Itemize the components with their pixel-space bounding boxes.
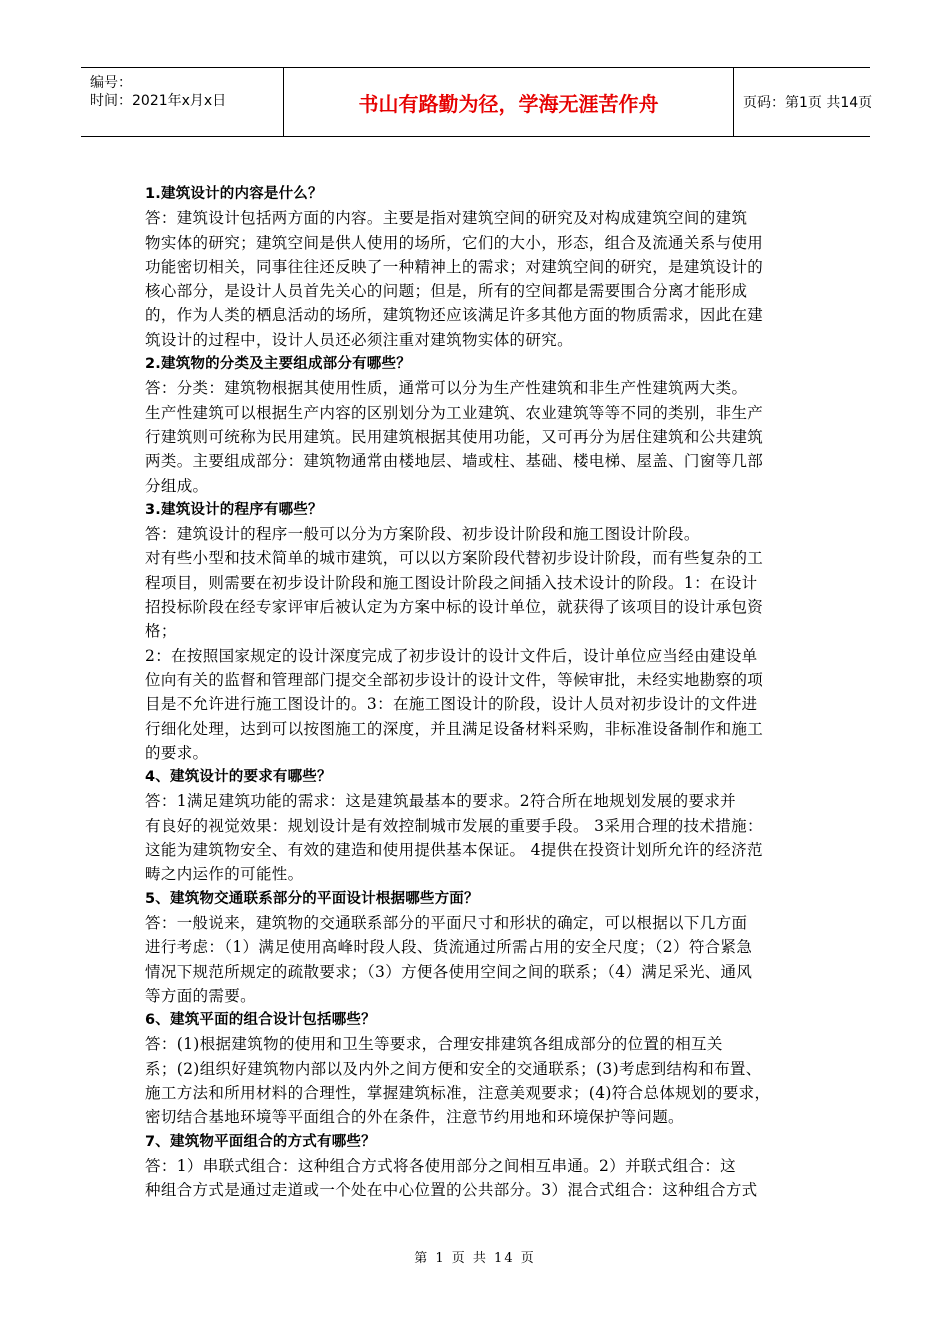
answer-text-line: 位向有关的监督和管理部门提交全部初步设计的设计文件，等候审批，未经实地勘察的项 (145, 670, 764, 689)
header-page-cell (734, 68, 873, 136)
answer-text-line: 筑设计的过程中，设计人员还必须注重对建筑物实体的研究。 (145, 330, 573, 349)
answer-text-line: 种组合方式是通过走道或一个处在中心位置的公共部分。3）混合式组合：这种组合方式 (145, 1181, 758, 1200)
answer-text-line: 答：一般说来，建筑物的交通联系部分的平面尺寸和形状的确定，可以根据以下几方面 (145, 913, 748, 932)
answer-text-line: 对有些小型和技术简单的城市建筑，可以以方案阶段代替初步设计阶段，而有些复杂的工 (145, 549, 764, 568)
answer-text-line: 答：建筑设计的程序一般可以分为方案阶段、初步设计阶段和施工图设计阶段。 (145, 525, 700, 544)
answer-text-line: 密切结合基地环境等平面组合的外在条件，注意节约用地和环境保护等问题。 (145, 1108, 684, 1127)
answer-text-line: 生产性建筑可以根据生产内容的区别划分为工业建筑、农业建筑等等不同的类别，非生产 (145, 403, 764, 422)
answer-text-line: 有良好的视觉效果：规划设计是有效控制城市发展的重要手段。 3采用合理的技术措施： (145, 816, 763, 835)
question-heading: 1.建筑设计的内容是什么？ (145, 186, 323, 202)
answer-text-line: 2：在按照国家规定的设计深度完成了初步设计的设计文件后，设计单位应当经由建设单 (145, 646, 758, 665)
answer-text-line: 答：建筑设计包括两方面的内容。主要是指对建筑空间的研究及对构成建筑空间的建筑 (145, 209, 748, 228)
question-heading: 7、建筑物平面组合的方式有哪些？ (145, 1133, 376, 1150)
answer-text-line: 施工方法和所用材料的合理性，掌握建筑标准，注意美观要求；(4)符合总体规划的要求， (145, 1083, 771, 1102)
answer-text-line: 核心部分，是设计人员首先关心的问题；但是，所有的空间都是需要围合分离才能形成 (145, 282, 748, 301)
question-heading: 5、建筑物交通联系部分的平面设计根据哪些方面？ (145, 890, 479, 907)
document-header (81, 67, 873, 137)
answer-text-line: 进行考虑：（1）满足使用高峰时段人段、货流通过所需占用的安全尺度；（2）符合紧急 (145, 938, 753, 957)
answer-text-line: 行细化处理，达到可以按图施工的深度，并且满足设备材料采购，非标准设备制作和施工 (145, 719, 764, 738)
answer-text-line: 答：(1)根据建筑物的使用和卫生等要求，合理安排建筑各组成部分的位置的相互关 (145, 1035, 723, 1054)
question-heading: 2.建筑物的分类及主要组成部分有哪些？ (145, 356, 411, 373)
answer-text-line: 的，作为人类的栖息活动的场所，建筑物还应该满足许多其他方面的物质需求，因此在建 (145, 306, 764, 325)
answer-text-line: 目是不允许进行施工图设计的。3：在施工图设计的阶段，设计人员对初步设计的文件进 (145, 695, 758, 714)
answer-text-line: 系；(2)组织好建筑物内部以及内外之间方便和安全的交通联系；(3)考虑到结构和布置、 (145, 1059, 762, 1078)
header-page-info: 页码：第1页 共14页 (743, 95, 873, 111)
header-info-cell (81, 68, 283, 136)
answer-text-line: 两类。主要组成部分：建筑物通常由楼地层、墙或柱、基础、楼电梯、屋盖、门窗等几部 (145, 452, 764, 471)
answer-text-line: 答：1满足建筑功能的需求：这是建筑最基本的要求。2符合所在地规划发展的要求并 (145, 792, 737, 811)
answer-text-line: 程项目，则需要在初步设计阶段和施工图设计阶段之间插入技术设计的阶段。1：在设计 (145, 573, 758, 592)
answer-text-line: 行建筑则可统称为民用建筑。民用建筑根据其使用功能，又可再分为居住建筑和公共建筑 (145, 427, 764, 446)
answer-text-line: 格； (145, 622, 177, 641)
answer-text-line: 情况下规范所规定的疏散要求；（3）方便各使用空间之间的联系；（4）满足采光、通风 (145, 962, 753, 981)
answer-text-line: 畴之内运作的可能性。 (145, 865, 304, 884)
answer-text-line: 答：分类：建筑物根据其使用性质，通常可以分为生产性建筑和非生产性建筑两大类。 (145, 379, 748, 398)
header-motto-cell (283, 68, 734, 136)
question-heading: 6、建筑平面的组合设计包括哪些？ (145, 1012, 376, 1029)
question-heading: 3.建筑设计的程序有哪些？ (145, 501, 323, 518)
answer-text-line: 这能为建筑物安全、有效的建造和使用提供基本保证。 4提供在投资计划所允许的经济范 (145, 841, 763, 860)
answer-text-line: 功能密切相关，同事往往还反映了一种精神上的需求；对建筑空间的研究，是建筑设计的 (145, 257, 764, 276)
question-heading: 4、建筑设计的要求有哪些？ (145, 769, 332, 786)
answer-text-line: 招投标阶段在经专家评审后被认定为方案中标的设计单位，就获得了该项目的设计承包资 (145, 598, 764, 617)
answer-text-line: 等方面的需要。 (145, 986, 256, 1005)
answer-text-line: 物实体的研究；建筑空间是供人使用的场所，它们的大小，形态，组合及流通关系与使用 (145, 233, 764, 252)
header-date-label: 时间：2021年x月x日 (90, 93, 227, 109)
document-body (145, 182, 809, 1202)
answer-text-line: 的要求。 (145, 743, 209, 762)
header-motto: 书山有路勤为径，学海无涯苦作舟 (358, 91, 659, 116)
header-number-label: 编号： (90, 75, 132, 91)
page-footer: 第 1 页 共 14 页 (414, 1251, 536, 1266)
answer-text-line: 分组成。 (145, 476, 209, 495)
answer-text-line: 答：1）串联式组合：这种组合方式将各使用部分之间相互串通。2）并联式组合：这 (145, 1156, 737, 1175)
